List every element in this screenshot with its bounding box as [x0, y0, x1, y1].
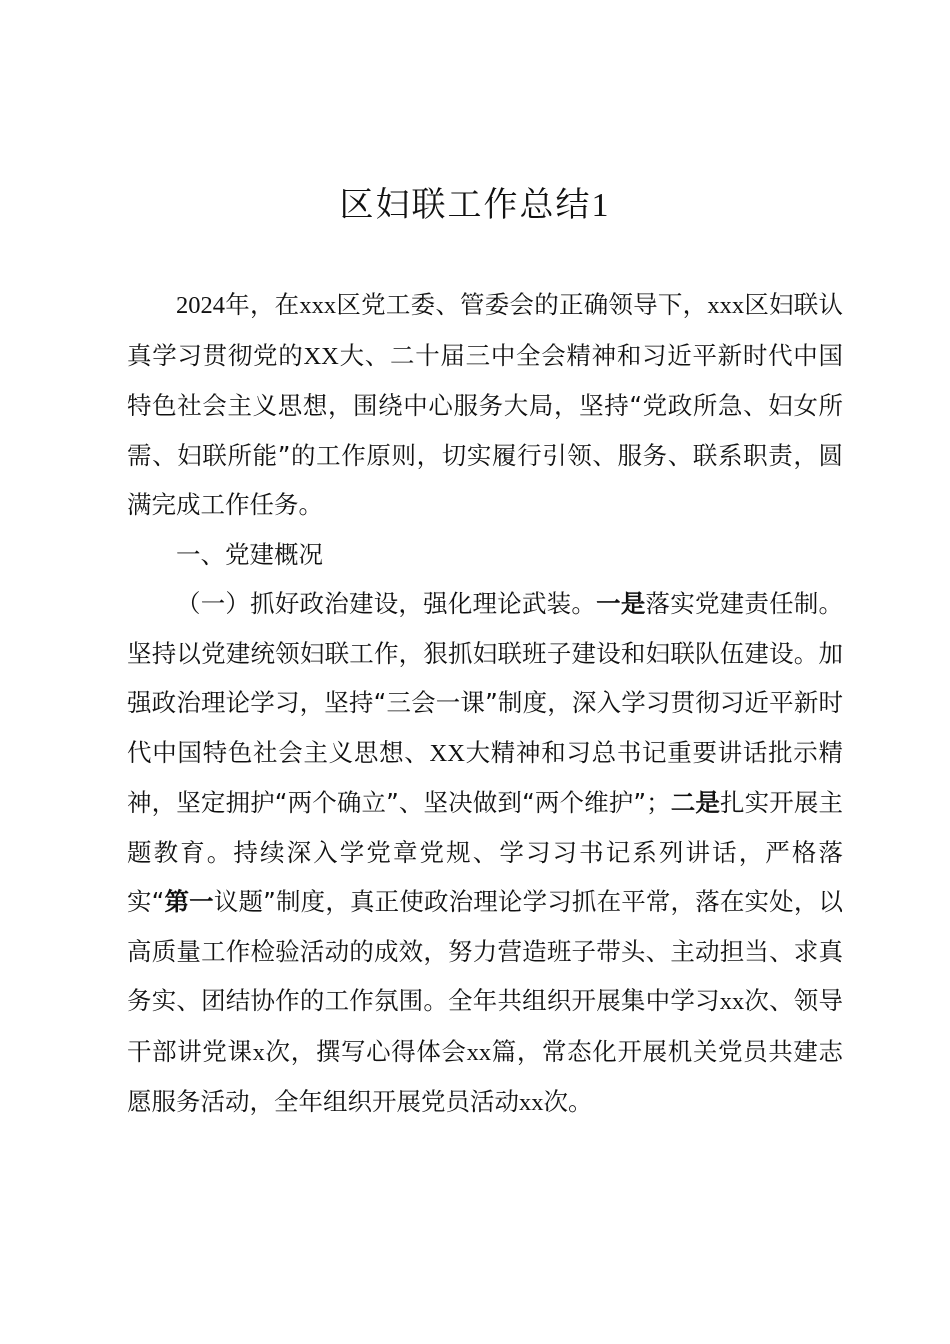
text-run: xxx	[299, 292, 337, 319]
section-heading: 一、党建概况	[176, 539, 323, 569]
text-run: xx	[719, 988, 745, 1015]
intro-paragraph	[127, 280, 843, 530]
bold-text-run: 二是	[670, 788, 720, 817]
text-run: 落实党建责任制。坚持以党建统领妇联工作，狠抓妇联班子建设和妇联队伍建设。加强政治理论学习，坚持“三会一课”制度，深入学习贯彻习近平新时代中国特色社会主义思想、	[127, 589, 844, 767]
text-run: XX	[303, 342, 339, 370]
text-run: 议题”制度，真正使政治理论学习抓在平常，落在实处，以高质量工作检验活动的成效，努力营造班子带头、主动担当、求真务实、团结协作的工作氛围。全年共组织开展集中学习	[127, 887, 843, 1015]
text-run: 大、二十届三中全会精神和习近平新时代中国特色社会主义思想，围绕中心服务大局，坚持“党政所急、妇女所需、妇联所能”的工作原则，切实履行引领、服务、联系职责，圆满完成工作任务。	[127, 340, 844, 519]
text-run: xxx	[707, 292, 745, 319]
text-run: 次。	[543, 1087, 593, 1116]
text-run: x	[252, 1038, 265, 1066]
text-run: 大精神和习总书记重要讲话批示精神，坚定拥护“两个确立”、坚决做到“两个维护”；	[127, 737, 844, 817]
text-run: 2024	[176, 292, 225, 319]
text-run: （一）抓好政治建设，强化理论武装。	[176, 589, 597, 618]
document-title	[0, 180, 950, 231]
text-run: 扎实开展主题教育。持续深入学党章党规、学习习书记系列讲话，严格落实“	[127, 788, 843, 916]
text-run: 年，在	[225, 290, 300, 319]
text-run: 篇，常态化开展机关党员共建志愿服务活动，全年组织开展党员活动	[127, 1036, 844, 1116]
bold-text-run: 第一	[164, 887, 214, 916]
text-run: 次、领导干部讲党课	[127, 986, 844, 1066]
document-body	[127, 280, 843, 1128]
text-run: 区妇联认真学习贯彻党的	[127, 290, 844, 370]
title-number: 1	[591, 187, 611, 224]
text-run: xx	[519, 1089, 544, 1116]
section-item-paragraph	[127, 579, 843, 1128]
text-run: 区党工委、管委会的正确领导下，	[336, 290, 708, 319]
text-run: 次，撰写心得体会	[264, 1036, 467, 1066]
bold-text-run: 一是	[596, 589, 646, 618]
text-run: xx	[466, 1038, 492, 1066]
title-text: 区妇联工作总结	[339, 185, 592, 225]
text-run: XX	[429, 739, 465, 767]
